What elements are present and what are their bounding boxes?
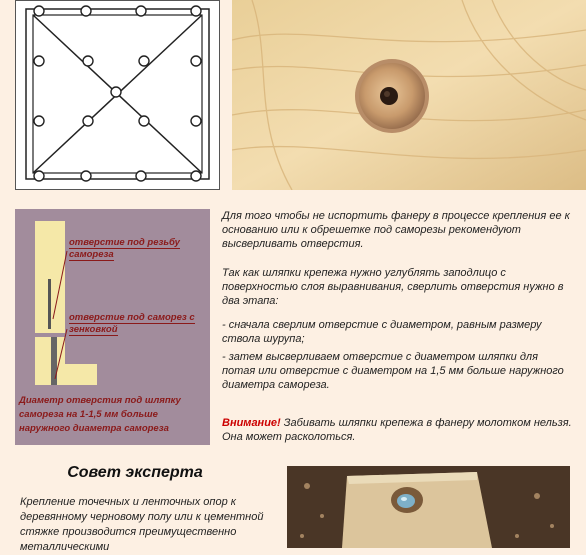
step-one-item: - сначала сверлим отверстие с диаметром, равным размеру ствола шурупа; [222, 319, 542, 345]
hole-cross-section-panel [15, 209, 210, 445]
nail-pattern-diagram [15, 0, 220, 190]
warning-label: Внимание! [222, 417, 281, 429]
countersink-hole-label: отверстие под саморез с зенковкой [69, 312, 195, 335]
two-stage-paragraph: Так как шляпки крепежа нужно углублять заподлицо с поверхностью слоя выравнивания, сверлить отверстия нужно в два этапа: [222, 267, 564, 307]
intro-paragraph: Для того чтобы не испортить фанеру в процессе крепления ее к основанию или к обрешетке под саморезы рекомендуют высверливать отверстия. [222, 210, 570, 250]
warning-text: Забивать шляпки крепежа в фанеру молотком нельзя. Она может расколоться. [222, 417, 572, 443]
head-diameter-note: Диаметр отверстия под шляпку самореза на 1-1,5 мм больше наружного диаметра самореза [19, 395, 181, 434]
plywood-hole-photo [232, 0, 586, 190]
nail-pattern-svg [16, 1, 219, 189]
expert-advice-text: Крепление точечных и ленточных опор к деревянному черновому полу или к цементной стяжке производится преимущественно металлическими [20, 496, 264, 553]
expert-advice-title: Совет эксперта [67, 464, 203, 481]
thread-hole-label: отверстие под резьбу самореза [69, 237, 180, 260]
warning-paragraph [222, 416, 574, 444]
wood-block-screw-photo [287, 466, 570, 548]
step-two-item: - затем высверливаем отверстие с диаметром шляпки для потая или отверстие с диаметром на 1,5 мм больше наружного диаметра самореза. [222, 351, 564, 391]
